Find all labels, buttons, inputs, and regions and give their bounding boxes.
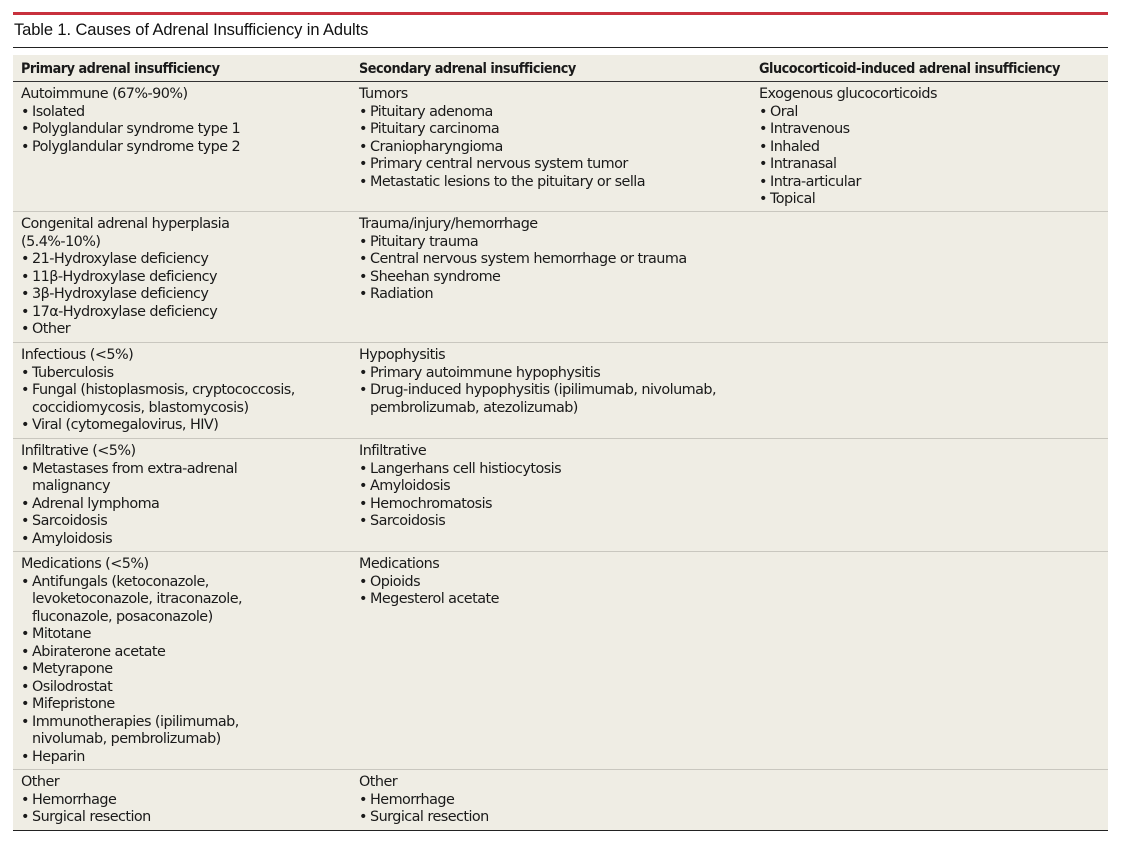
list-item: • 17α-Hydroxylase deficiency [21, 304, 351, 322]
list-item: • Drug-induced hypophysitis (ipilimumab, nivolumab, pembrolizumab, atezolizumab) [359, 382, 751, 417]
list-item: • Other [21, 321, 351, 339]
list-item: • Central nervous system hemorrhage or trauma [359, 251, 751, 269]
list-item: • Metastases from extra-adrenal malignancy [21, 461, 351, 496]
bullet-list [21, 251, 351, 339]
list-item: • Sheehan syndrome [359, 269, 751, 287]
table-header-row [13, 55, 1108, 82]
bullet-list [21, 104, 351, 157]
column-header-glucocorticoid: Glucocorticoid-induced adrenal insufficiency [759, 61, 1060, 77]
table-cell-secondary [351, 212, 751, 342]
list-item: • 3β-Hydroxylase deficiency [21, 286, 351, 304]
table-row [13, 770, 1108, 830]
list-item: • Fungal (histoplasmosis, cryptococcosis, coccidiomycosis, blastomycosis) [21, 382, 351, 417]
bullet-list [21, 574, 351, 767]
bullet-list [359, 574, 751, 609]
bullet-list [759, 104, 1108, 209]
cell-heading: Other [359, 774, 398, 790]
list-item: • Hemorrhage [21, 792, 351, 810]
table-row [13, 212, 1108, 343]
list-item: • Pituitary adenoma [359, 104, 751, 122]
table-cell-glucocorticoid [751, 552, 1108, 769]
table-cell-secondary [351, 343, 751, 438]
list-item: • Hemorrhage [359, 792, 751, 810]
cell-heading: Infectious (<5%) [21, 347, 134, 363]
cell-heading: Exogenous glucocorticoids [759, 86, 937, 102]
bullet-list [359, 461, 751, 531]
table-cell-primary [13, 439, 351, 551]
list-item: • Radiation [359, 286, 751, 304]
table-cell-primary [13, 770, 351, 830]
table-row [13, 552, 1108, 770]
title-divider [13, 47, 1108, 48]
list-item: • Oral [759, 104, 1108, 122]
cell-heading: Autoimmune (67%-90%) [21, 86, 188, 102]
list-item: • Antifungals (ketoconazole, levoketoconazole, itraconazole, fluconazole, posaconazole) [21, 574, 351, 627]
list-item: • Craniopharyngioma [359, 139, 751, 157]
list-item: • Adrenal lymphoma [21, 496, 351, 514]
bullet-list [359, 104, 751, 192]
table-cell-glucocorticoid [751, 439, 1108, 551]
list-item: • Polyglandular syndrome type 1 [21, 121, 351, 139]
list-item: • Amyloidosis [21, 531, 351, 549]
causes-table [13, 55, 1108, 831]
cell-heading: Trauma/injury/hemorrhage [359, 216, 538, 232]
list-item: • 11β-Hydroxylase deficiency [21, 269, 351, 287]
table-cell-primary [13, 552, 351, 769]
list-item: • Megesterol acetate [359, 591, 751, 609]
bullet-list [21, 365, 351, 435]
list-item: • Pituitary carcinoma [359, 121, 751, 139]
table-cell-secondary [351, 552, 751, 769]
list-item: • Viral (cytomegalovirus, HIV) [21, 417, 351, 435]
list-item: • Osilodrostat [21, 679, 351, 697]
table-cell-glucocorticoid [751, 343, 1108, 438]
list-item: • 21-Hydroxylase deficiency [21, 251, 351, 269]
bullet-list [21, 792, 351, 827]
list-item: • Surgical resection [359, 809, 751, 827]
cell-heading: Congenital adrenal hyperplasia (5.4%-10%) [21, 216, 230, 250]
list-item: • Amyloidosis [359, 478, 751, 496]
table-row [13, 343, 1108, 439]
list-item: • Primary central nervous system tumor [359, 156, 751, 174]
list-item: • Mifepristone [21, 696, 351, 714]
list-item: • Langerhans cell histiocytosis [359, 461, 751, 479]
list-item: • Heparin [21, 749, 351, 767]
list-item: • Primary autoimmune hypophysitis [359, 365, 751, 383]
list-item: • Abiraterone acetate [21, 644, 351, 662]
cell-heading: Infiltrative [359, 443, 427, 459]
list-item: • Tuberculosis [21, 365, 351, 383]
cell-heading: Other [21, 774, 60, 790]
list-item: • Intra-articular [759, 174, 1108, 192]
list-item: • Intravenous [759, 121, 1108, 139]
table-body [13, 82, 1108, 830]
bullet-list [359, 234, 751, 304]
table-cell-glucocorticoid [751, 82, 1108, 211]
list-item: • Surgical resection [21, 809, 351, 827]
cell-heading: Tumors [359, 86, 408, 102]
table-row [13, 439, 1108, 552]
table-cell-secondary [351, 439, 751, 551]
table-cell-secondary [351, 82, 751, 211]
list-item: • Hemochromatosis [359, 496, 751, 514]
cell-heading: Medications [359, 556, 440, 572]
bullet-list [359, 792, 751, 827]
list-item: • Metyrapone [21, 661, 351, 679]
column-header-secondary: Secondary adrenal insufficiency [359, 61, 576, 77]
list-item: • Mitotane [21, 626, 351, 644]
list-item: • Intranasal [759, 156, 1108, 174]
table-cell-primary [13, 343, 351, 438]
table-cell-primary [13, 82, 351, 211]
list-item: • Sarcoidosis [21, 513, 351, 531]
cell-heading: Medications (<5%) [21, 556, 149, 572]
top-accent-rule [13, 12, 1108, 15]
list-item: • Polyglandular syndrome type 2 [21, 139, 351, 157]
list-item: • Isolated [21, 104, 351, 122]
table-cell-secondary [351, 770, 751, 830]
list-item: • Inhaled [759, 139, 1108, 157]
cell-heading: Hypophysitis [359, 347, 446, 363]
list-item: • Immunotherapies (ipilimumab, nivolumab, pembrolizumab) [21, 714, 351, 749]
list-item: • Sarcoidosis [359, 513, 751, 531]
table-cell-glucocorticoid [751, 770, 1108, 830]
list-item: • Pituitary trauma [359, 234, 751, 252]
list-item: • Opioids [359, 574, 751, 592]
table-cell-glucocorticoid [751, 212, 1108, 342]
bullet-list [359, 365, 751, 418]
list-item: • Metastatic lesions to the pituitary or sella [359, 174, 751, 192]
list-item: • Topical [759, 191, 1108, 209]
bullet-list [21, 461, 351, 549]
cell-heading: Infiltrative (<5%) [21, 443, 136, 459]
table-row [13, 82, 1108, 212]
table-title: Table 1. Causes of Adrenal Insufficiency in Adults [14, 21, 369, 39]
column-header-primary: Primary adrenal insufficiency [21, 61, 220, 77]
table-cell-primary [13, 212, 351, 342]
